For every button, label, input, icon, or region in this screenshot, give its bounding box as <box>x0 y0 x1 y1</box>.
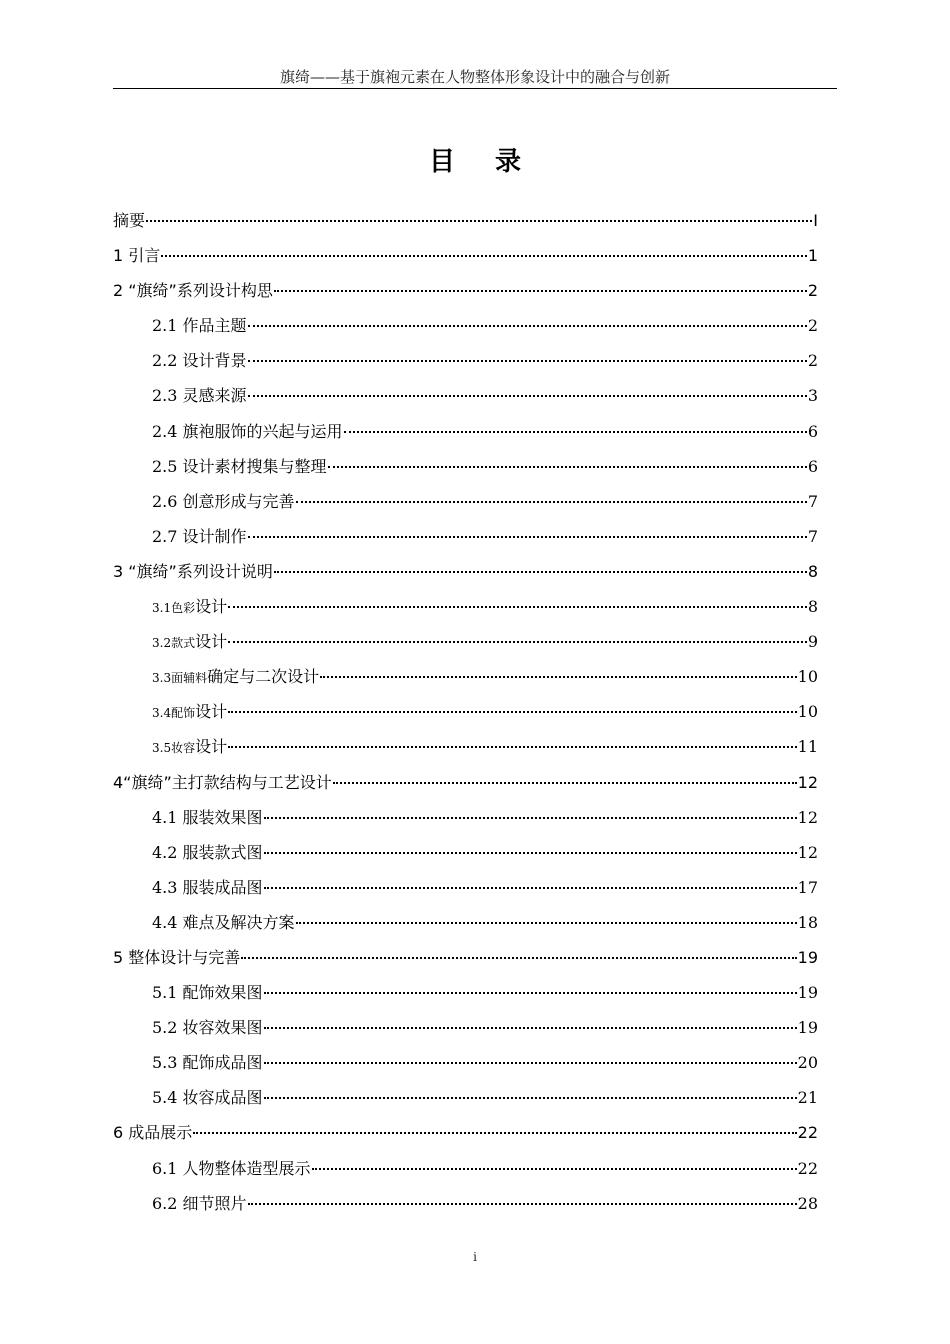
toc-entry[interactable] <box>113 1151 818 1186</box>
toc-entry[interactable] <box>113 1010 818 1045</box>
toc-entry-page: 2 <box>807 316 818 336</box>
dot-leader <box>274 289 807 292</box>
dot-leader <box>264 1026 797 1029</box>
toc-entry[interactable] <box>113 905 818 940</box>
toc-entry-title: 2.3 灵感来源 <box>152 386 247 406</box>
toc-entry-title: 设计 <box>195 702 228 722</box>
toc-entry[interactable] <box>113 940 818 975</box>
dot-leader <box>344 430 807 433</box>
toc-entry[interactable] <box>113 659 818 694</box>
dot-leader <box>333 781 797 784</box>
toc-entry-page: 3 <box>807 386 818 406</box>
toc-entry-title: 6.1 人物整体造型展示 <box>152 1158 311 1178</box>
toc-entry-page: 12 <box>797 772 818 792</box>
dot-leader <box>248 535 807 538</box>
dot-leader <box>264 1096 797 1099</box>
toc-entry[interactable] <box>113 624 818 659</box>
toc-entry-page: 9 <box>807 632 818 652</box>
toc-entry[interactable] <box>113 554 818 589</box>
toc-entry-title: 2.7 设计制作 <box>152 526 247 546</box>
toc-entry-title: 摘要 <box>113 211 146 230</box>
toc-entry-page: 10 <box>797 667 818 687</box>
toc-entry[interactable] <box>113 343 818 378</box>
toc-entry-title-small: 款式 <box>171 636 196 651</box>
toc-entry-title: 2.1 作品主题 <box>152 316 247 336</box>
dot-leader <box>296 921 797 924</box>
toc-entry-page: 2 <box>807 281 818 301</box>
dot-leader <box>296 500 807 503</box>
toc-entry-page: 1 <box>807 246 818 266</box>
toc-entry-title: 1 引言 <box>113 246 161 266</box>
toc-entry-title: 确定与二次设计 <box>207 667 320 687</box>
toc-entry-title: 2.6 创意形成与完善 <box>152 491 295 511</box>
dot-leader <box>312 1167 797 1170</box>
dot-leader <box>161 254 807 257</box>
toc-entry-page: 18 <box>797 912 818 932</box>
toc-entry-page: 21 <box>797 1088 818 1108</box>
toc-entry[interactable] <box>113 589 818 624</box>
toc-entry[interactable] <box>113 870 818 905</box>
toc-entry-page: 8 <box>807 561 818 581</box>
dot-leader <box>193 1131 796 1134</box>
running-header: 旗绮——基于旗袍元素在人物整体形象设计中的融合与创新 <box>113 66 837 89</box>
toc-entry-title: 2.5 设计素材搜集与整理 <box>152 456 327 476</box>
toc-entry-title: 5.2 妆容效果图 <box>152 1018 263 1038</box>
toc-entry-title: 6 成品展示 <box>113 1123 193 1143</box>
toc-entry-title: 4.1 服装效果图 <box>152 807 263 827</box>
toc-entry[interactable] <box>113 835 818 870</box>
toc-entry-title-small: 妆容 <box>171 741 196 756</box>
toc-entry-title: 4“旗绮”主打款结构与工艺设计 <box>113 772 332 792</box>
toc-entry-title: 5 整体设计与完善 <box>113 947 241 967</box>
toc-entry[interactable] <box>113 308 818 343</box>
toc-entry-number: 3.2 <box>152 636 172 651</box>
toc-entry[interactable] <box>113 765 818 800</box>
dot-leader <box>264 886 797 889</box>
dot-leader <box>248 324 807 327</box>
toc-entry-page: 10 <box>797 702 818 722</box>
dot-leader <box>264 1061 797 1064</box>
toc-entry[interactable] <box>113 273 818 308</box>
dot-leader <box>320 675 797 678</box>
toc-entry-page: 12 <box>797 807 818 827</box>
toc-entry-title: 4.2 服装款式图 <box>152 842 263 862</box>
dot-leader <box>228 745 797 748</box>
toc-entry-title: 3 “旗绮”系列设计说明 <box>113 561 273 581</box>
toc-entry-page: 6 <box>807 456 818 476</box>
dot-leader <box>248 394 807 397</box>
toc-entry[interactable] <box>113 729 818 764</box>
toc-entry[interactable] <box>113 203 818 238</box>
page-title: 目录 <box>428 147 561 177</box>
toc-entry-number: 3.4 <box>152 706 172 721</box>
toc-entry[interactable] <box>113 238 818 273</box>
toc-entry[interactable] <box>113 449 818 484</box>
toc-entry-title: 设计 <box>195 597 228 617</box>
table-of-contents <box>113 203 818 1221</box>
toc-entry-title: 6.2 细节照片 <box>152 1193 247 1213</box>
toc-entry-page: 7 <box>807 491 818 511</box>
toc-entry[interactable] <box>113 1186 818 1221</box>
toc-entry[interactable] <box>113 378 818 413</box>
toc-entry-title: 2.4 旗袍服饰的兴起与运用 <box>152 421 343 441</box>
toc-entry-title: 2.2 设计背景 <box>152 351 247 371</box>
toc-entry-title: 5.4 妆容成品图 <box>152 1088 263 1108</box>
toc-entry-title: 设计 <box>195 737 228 757</box>
dot-leader <box>264 816 797 819</box>
toc-entry-number: 3.1 <box>152 601 172 616</box>
toc-entry-title: 2 “旗绮”系列设计构思 <box>113 281 273 301</box>
toc-entry-page: 28 <box>797 1193 818 1213</box>
dot-leader <box>146 219 812 222</box>
toc-entry-number: 3.5 <box>152 741 172 756</box>
toc-entry[interactable] <box>113 975 818 1010</box>
toc-entry[interactable] <box>113 1080 818 1115</box>
toc-entry-page: 2 <box>807 351 818 371</box>
toc-entry-page: 20 <box>797 1053 818 1073</box>
dot-leader <box>241 956 796 959</box>
toc-entry[interactable] <box>113 519 818 554</box>
toc-entry-page: I <box>813 211 818 230</box>
dot-leader <box>228 640 807 643</box>
toc-entry[interactable] <box>113 1115 818 1150</box>
toc-entry-page: 11 <box>797 737 818 757</box>
dot-leader <box>264 991 797 994</box>
toc-entry[interactable] <box>113 414 818 449</box>
toc-entry-title: 4.4 难点及解决方案 <box>152 912 295 932</box>
toc-entry-title-small: 面辅料 <box>171 671 208 686</box>
toc-entry-page: 7 <box>807 526 818 546</box>
toc-entry[interactable] <box>113 1045 818 1080</box>
toc-entry-page: 8 <box>807 597 818 617</box>
toc-entry-page: 19 <box>797 947 818 967</box>
toc-entry-title: 设计 <box>195 632 228 652</box>
dot-leader <box>248 1202 797 1205</box>
toc-entry-page: 19 <box>797 1018 818 1038</box>
toc-entry[interactable] <box>113 694 818 729</box>
dot-leader <box>274 570 807 573</box>
toc-entry-title-small: 色彩 <box>171 601 196 616</box>
toc-entry[interactable] <box>113 484 818 519</box>
page-number: i <box>473 1250 477 1264</box>
toc-entry-title: 5.3 配饰成品图 <box>152 1053 263 1073</box>
toc-entry-page: 12 <box>797 842 818 862</box>
dot-leader <box>228 710 797 713</box>
toc-entry-title-small: 配饰 <box>171 706 196 721</box>
dot-leader <box>264 851 797 854</box>
toc-entry-page: 22 <box>797 1123 818 1143</box>
toc-entry-title: 4.3 服装成品图 <box>152 877 263 897</box>
toc-entry-page: 17 <box>797 877 818 897</box>
dot-leader <box>248 359 807 362</box>
dot-leader <box>228 605 807 608</box>
toc-entry-page: 6 <box>807 421 818 441</box>
toc-entry-page: 19 <box>797 983 818 1003</box>
toc-entry[interactable] <box>113 800 818 835</box>
toc-entry-number: 3.3 <box>152 671 172 686</box>
toc-entry-title: 5.1 配饰效果图 <box>152 983 263 1003</box>
toc-entry-page: 22 <box>797 1158 818 1178</box>
dot-leader <box>328 465 807 468</box>
